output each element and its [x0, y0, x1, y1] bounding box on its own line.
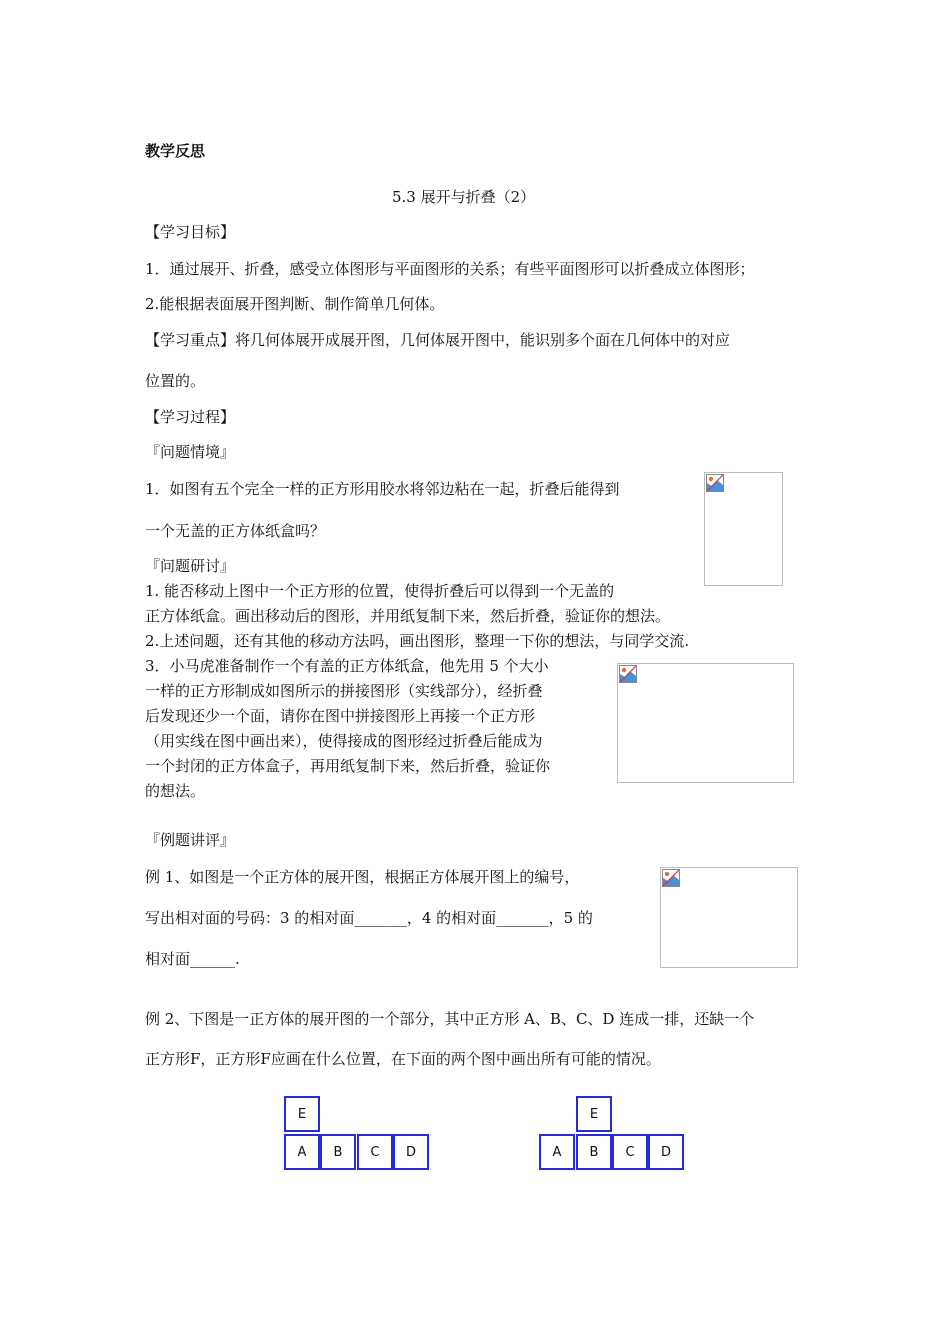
disc-2: 2.上述问题，还有其他的移动方法吗，画出图形，整理一下你的想法，与同学交流. — [145, 632, 690, 650]
square-a: A — [284, 1134, 320, 1170]
discussion-heading: 『问题研讨』 — [145, 557, 236, 575]
disc-1-line1: 1. 能否移动上图中一个正方形的位置，使得折叠后可以得到一个无盖的 — [145, 582, 615, 600]
square-c: C — [612, 1134, 648, 1170]
square-a: A — [539, 1134, 575, 1170]
disc-1-line2: 正方体纸盒。画出移动后的图形，并用纸复制下来，然后折叠，验证你的想法。 — [145, 607, 671, 625]
disc-3-line2: 一样的正方形制成如图所示的拼接图形（实线部分），经折叠 — [145, 682, 543, 700]
examples-heading: 『例题讲评』 — [145, 831, 236, 849]
square-d: D — [648, 1134, 684, 1170]
reflection-heading: 教学反思 — [145, 142, 206, 160]
goal-1: 1．通过展开、折叠，感受立体图形与平面图形的关系；有些平面图形可以折叠成立体图形； — [145, 260, 755, 278]
situation-heading: 『问题情境』 — [145, 443, 236, 461]
figure-placeholder-1 — [704, 472, 783, 586]
broken-image-icon — [619, 665, 637, 683]
page-title: 5.3 展开与折叠（2） — [392, 188, 536, 206]
process-heading: 【学习过程】 — [145, 408, 236, 426]
broken-image-icon — [662, 869, 680, 887]
disc-3-line6: 的想法。 — [145, 782, 206, 800]
figure-placeholder-2 — [617, 663, 794, 783]
situation-q1-line1: 1．如图有五个完全一样的正方形用胶水将邻边粘在一起，折叠后能得到 — [145, 480, 620, 498]
ex2-line2: 正方形F，正方形F应画在什么位置，在下面的两个图中画出所有可能的情况。 — [145, 1050, 661, 1068]
square-e: E — [284, 1096, 320, 1132]
figure-placeholder-3 — [660, 867, 798, 968]
goal-2: 2.能根据表面展开图判断、制作简单几何体。 — [145, 295, 445, 313]
situation-q1-line2: 一个无盖的正方体纸盒吗？ — [145, 522, 326, 540]
ex1-line1: 例 1、如图是一个正方体的展开图，根据正方体展开图上的编号， — [145, 868, 580, 886]
disc-3-line1: 3．小马虎准备制作一个有盖的正方体纸盒，他先用 5 个大小 — [145, 657, 549, 675]
square-e: E — [576, 1096, 612, 1132]
square-c: C — [357, 1134, 393, 1170]
disc-3-line5: 一个封闭的正方体盒子，再用纸复制下来，然后折叠，验证你 — [145, 757, 551, 775]
goals-heading: 【学习目标】 — [145, 223, 236, 241]
square-b: B — [320, 1134, 356, 1170]
square-b: B — [576, 1134, 612, 1170]
ex1-line2: 写出相对面的号码：3 的相对面_______，4 的相对面_______，5 的 — [145, 909, 593, 927]
broken-image-icon — [706, 474, 724, 492]
focus-line-2: 位置的。 — [145, 372, 206, 390]
square-d: D — [393, 1134, 429, 1170]
ex1-line3: 相对面______. — [145, 950, 240, 968]
focus-line-1: 【学习重点】将几何体展开成展开图，几何体展开图中，能识别多个面在几何体中的对应 — [145, 331, 731, 349]
disc-3-line4: （用实线在图中画出来），使得接成的图形经过折叠后能成为 — [145, 732, 543, 750]
disc-3-line3: 后发现还少一个面，请你在图中拼接图形上再接一个正方形 — [145, 707, 536, 725]
ex2-line1: 例 2、下图是一正方体的展开图的一个部分，其中正方形 A、B、C、D 连成一排，还缺一个 — [145, 1010, 755, 1028]
